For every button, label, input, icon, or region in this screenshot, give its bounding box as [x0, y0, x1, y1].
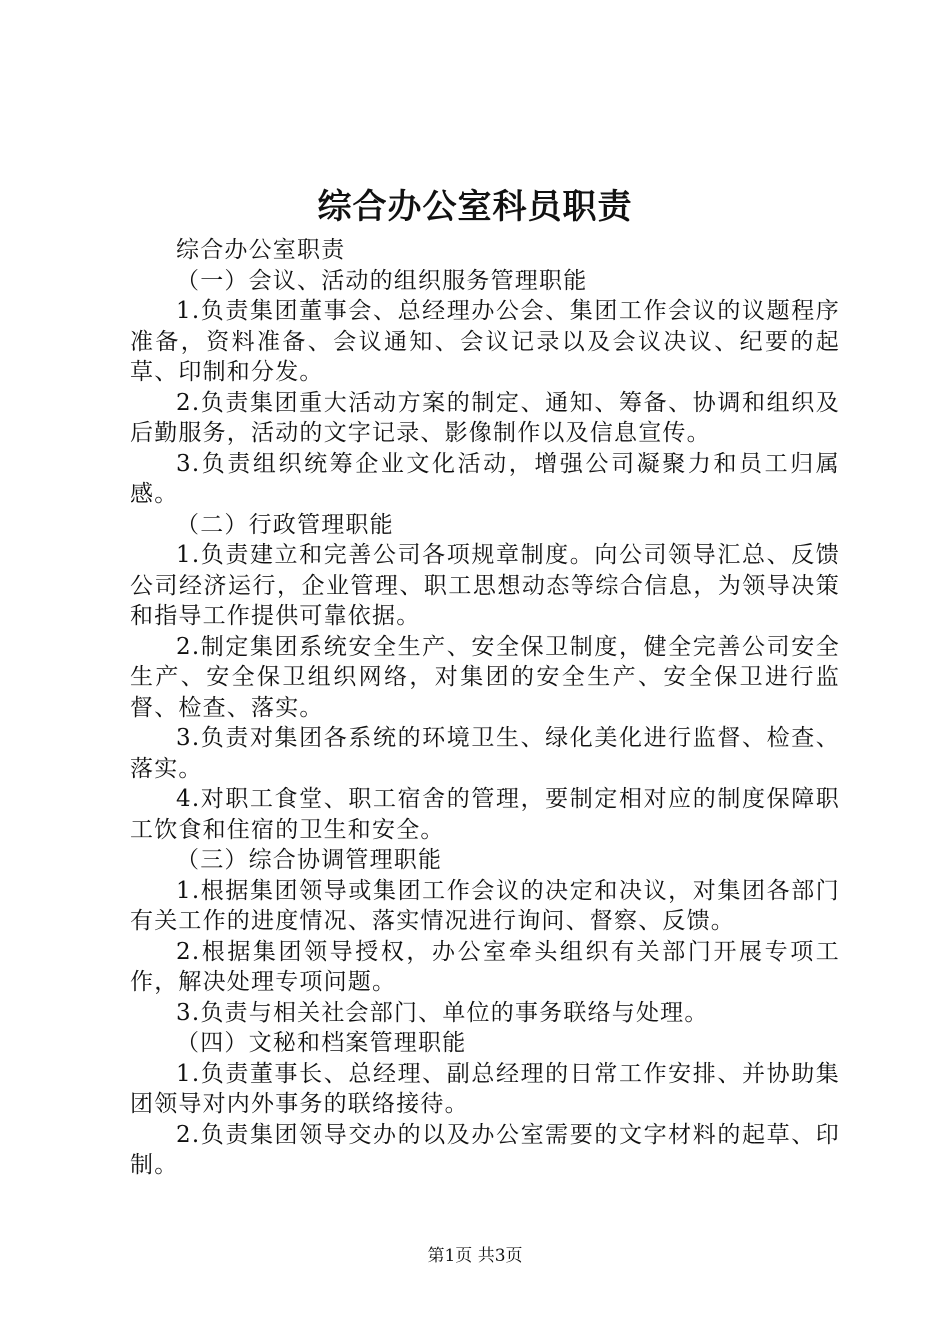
section-heading-1: （一）会议、活动的组织服务管理职能 [176, 267, 588, 294]
paragraph-1-3: 3.负责组织统筹企业文化活动，增强公司凝聚力和员工归属感。 [130, 450, 840, 507]
paragraph-3-1: 1.根据集团领导或集团工作会议的决定和决议，对集团各部门有关工作的进度情况、落实情况进行询问、督察、反馈。 [130, 877, 840, 934]
paragraph-1-2: 2.负责集团重大活动方案的制定、通知、筹备、协调和组织及后勤服务，活动的文字记录、影像制作以及信息宣传。 [130, 389, 840, 446]
paragraph-2-3: 3.负责对集团各系统的环境卫生、绿化美化进行监督、检查、落实。 [130, 725, 840, 782]
section-heading-3: （三）综合协调管理职能 [176, 847, 443, 873]
paragraph-2-2: 2.制定集团系统安全生产、安全保卫制度，健全完善公司安全生产、安全保卫组织网络，对集团的安全生产、安全保卫进行监督、检查、落实。 [130, 633, 840, 721]
paragraph-3-2: 2.根据集团领导授权，办公室牵头组织有关部门开展专项工作，解决处理专项问题。 [130, 938, 840, 995]
paragraph-1-1: 1.负责集团董事会、总经理办公会、集团工作会议的议题程序准备，资料准备、会议通知、会议记录以及会议决议、纪要的起草、印制和分发。 [130, 298, 840, 385]
page-number-footer: 第1页 共3页 [427, 1246, 523, 1266]
section-heading-4: （四）文秘和档案管理职能 [176, 1030, 467, 1056]
paragraph-3-3: 3.负责与相关社会部门、单位的事务联络与处理。 [176, 999, 709, 1026]
section-heading-2: （二）行政管理职能 [176, 511, 394, 538]
document-title: 综合办公室科员职责 [317, 187, 633, 227]
paragraph-2-1: 1.负责建立和完善公司各项规章制度。向公司领导汇总、反馈公司经济运行，企业管理、职工思想动态等综合信息，为领导决策和指导工作提供可靠依据。 [130, 542, 840, 629]
paragraph-4-2: 2.负责集团领导交办的以及办公室需要的文字材料的起草、印制。 [130, 1121, 840, 1178]
paragraph-4-1: 1.负责董事长、总经理、副总经理的日常工作安排、并协助集团领导对内外事务的联络接待。 [130, 1060, 840, 1117]
section-intro: 综合办公室职责 [176, 237, 346, 263]
document-body [130, 235, 840, 1181]
paragraph-2-4: 4.对职工食堂、职工宿舍的管理，要制定相对应的制度保障职工饮食和住宿的卫生和安全。 [130, 786, 840, 843]
